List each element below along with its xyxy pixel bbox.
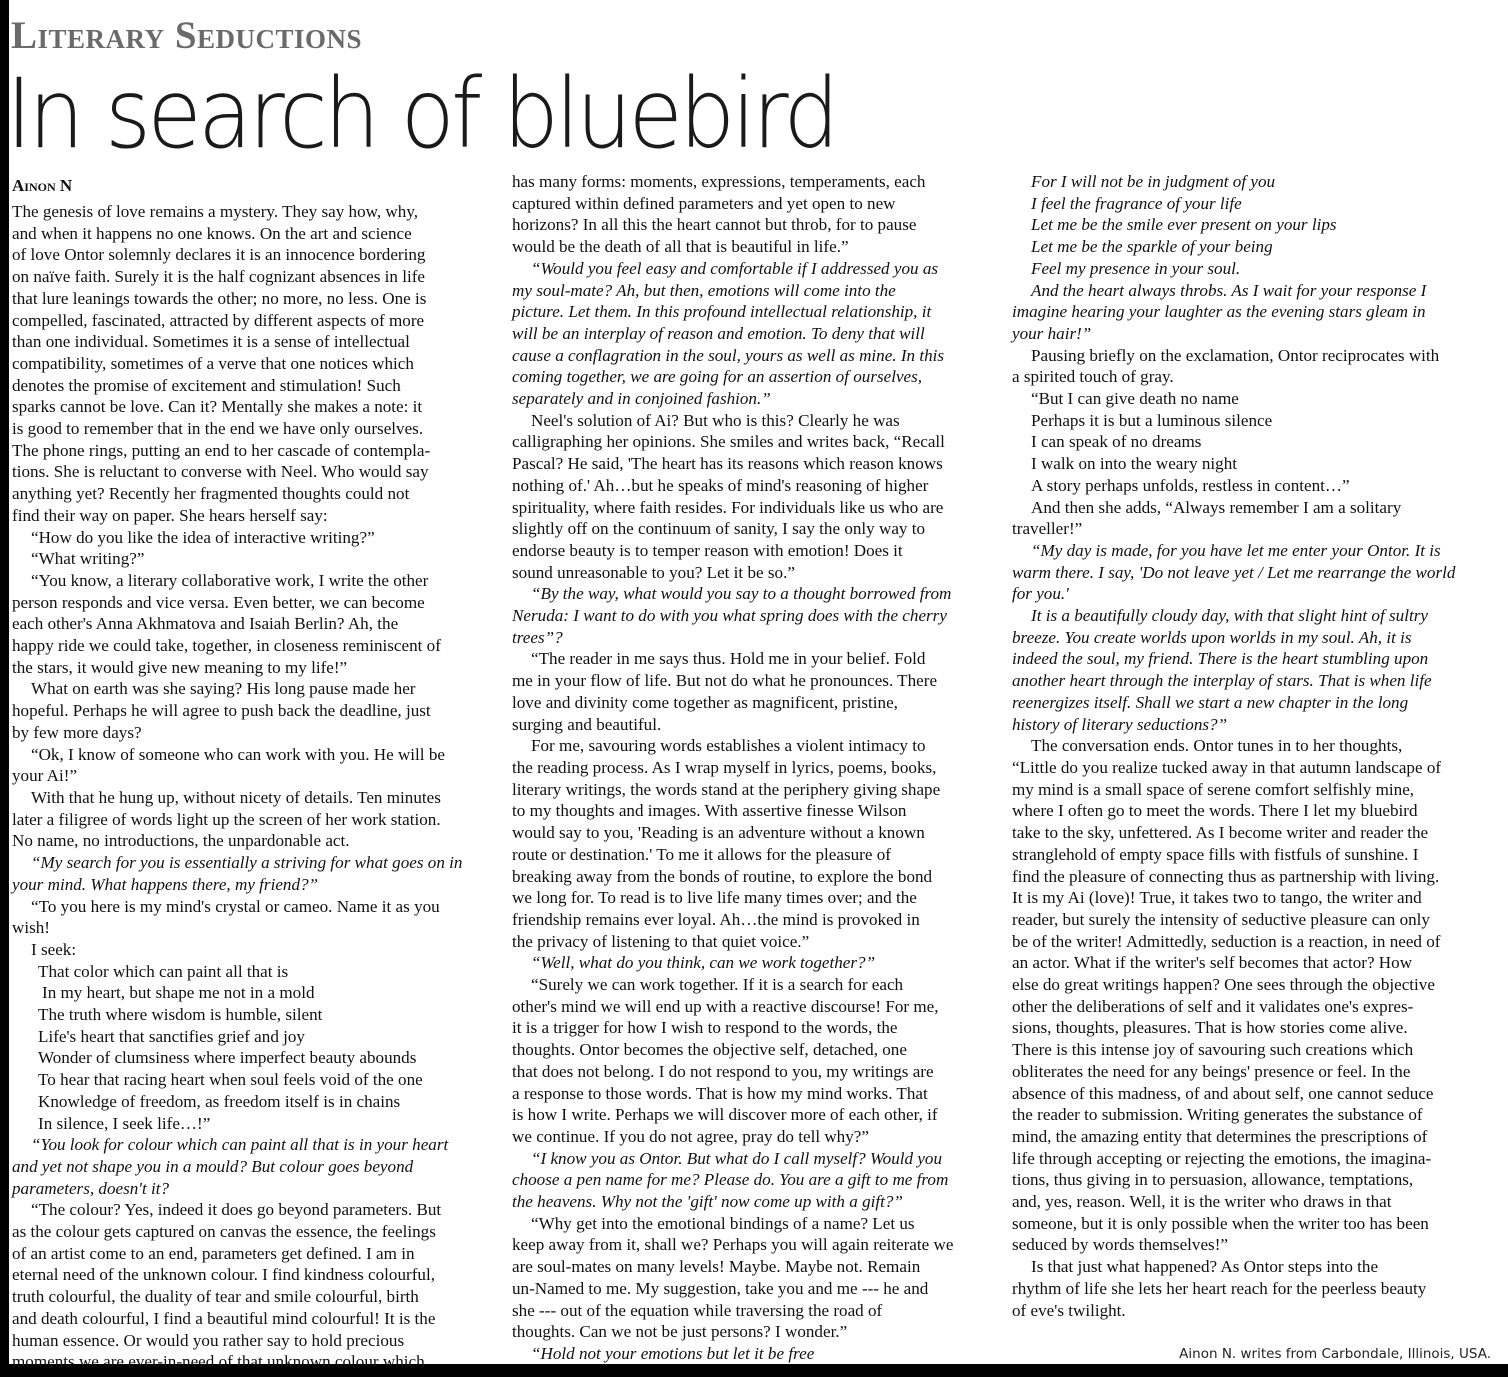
text-line: No name, no introductions, the unpardonable act. bbox=[12, 831, 350, 851]
text-line: Wonder of clumsiness where imperfect beauty abounds bbox=[38, 1048, 417, 1068]
text-line: coming together, we are going for an assertion of ourselves, bbox=[512, 367, 923, 387]
text-line: happy ride we could take, together, in closeness reminiscent of bbox=[12, 636, 441, 656]
text-line: is good to remember that in the end we have only ourselves. bbox=[12, 419, 424, 439]
text-line: Neruda: I want to do with you what spring does with the cherry bbox=[512, 606, 947, 626]
text-line: parameters, doesn't it? bbox=[12, 1178, 170, 1198]
text-line: and, yes, reason. Well, it is the writer who draws in that bbox=[1012, 1192, 1392, 1212]
text-line: absence of this madness, of and about self, one cannot seduce bbox=[1012, 1083, 1434, 1103]
text-line: compelled, fascinated, attracted by different aspects of more bbox=[12, 310, 425, 330]
text-line: surging and beautiful. bbox=[512, 714, 662, 734]
text-line: and when it happens no one knows. On the art and science bbox=[12, 223, 412, 243]
text-line: and yet not shape you in a mould? But colour goes beyond bbox=[12, 1156, 414, 1176]
text-line: indeed the soul, my friend. There is the heart stumbling upon bbox=[1012, 649, 1429, 669]
text-line: The truth where wisdom is humble, silent bbox=[38, 1005, 323, 1025]
text-line: other the deliberations of self and it validates one's expres- bbox=[1012, 996, 1414, 1016]
text-line: me in your flow of life. But not do what he pronounces. There bbox=[512, 671, 938, 691]
text-line: horizons? In all this the heart cannot but throb, for to pause bbox=[512, 215, 917, 235]
text-line: calligraphing her opinions. She smiles and writes back, “Recall bbox=[512, 432, 945, 452]
text-line: anything yet? Recently her fragmented thoughts could not bbox=[12, 484, 410, 504]
text-line: where I often go to meet the words. There I let my bluebird bbox=[1012, 801, 1418, 821]
text-line: else do great writings happen? One sees through the objective bbox=[1012, 975, 1435, 995]
text-line: to my thoughts and images. With assertive finesse Wilson bbox=[512, 801, 907, 821]
text-line: person responds and vice versa. Even better, we can become bbox=[12, 592, 425, 612]
text-line: Knowledge of freedom, as freedom itself is in chains bbox=[38, 1091, 401, 1111]
text-line: for you.' bbox=[1012, 584, 1069, 604]
text-line: truth colourful, the duality of tear and smile colourful, birth bbox=[12, 1287, 419, 1307]
text-line: a spirited touch of gray. bbox=[1012, 367, 1174, 387]
article-column-2 bbox=[512, 171, 990, 1361]
text-line: thoughts. Ontor becomes the objective self, detached, one bbox=[512, 1040, 907, 1060]
text-line: spirituality, where faith resides. For individuals like us who are bbox=[512, 497, 944, 517]
text-line: seduced by words themselves!” bbox=[1012, 1235, 1228, 1255]
text-line: find the pleasure of connecting thus as partnership with living. bbox=[1012, 866, 1440, 886]
text-line: of love Ontor solemnly declares it is an innocence bordering bbox=[12, 245, 426, 265]
text-line: And the heart always throbs. As I wait for your response I bbox=[1031, 280, 1427, 300]
text-line: find their way on paper. She hears herself say: bbox=[12, 505, 328, 525]
text-line: compatibility, sometimes of a verve that one notices which bbox=[12, 353, 414, 373]
text-line: endorse beauty is to temper reason with emotion! Does it bbox=[512, 540, 903, 560]
text-line: The genesis of love remains a mystery. They say how, why, bbox=[12, 202, 419, 221]
text-line: hopeful. Perhaps he will agree to push back the deadline, just bbox=[12, 701, 431, 721]
text-line: separately and in conjoined fashion.” bbox=[512, 389, 771, 409]
text-line: The conversation ends. Ontor tunes in to her thoughts, bbox=[1031, 736, 1403, 756]
text-line: by few more days? bbox=[12, 722, 142, 742]
text-line: has many forms: moments, expressions, temperaments, each bbox=[512, 172, 926, 191]
author-credit: Ainon N. writes from Carbondale, Illinois, USA. bbox=[1179, 1346, 1491, 1362]
text-line: reader, but surely the intensity of seductive pleasure can only bbox=[1012, 909, 1430, 929]
text-line: the stars, it would give new meaning to my life!” bbox=[12, 657, 348, 677]
text-line: than one individual. Sometimes it is a sense of intellectual bbox=[12, 332, 410, 352]
text-line: would say to you, 'Reading is an adventure without a known bbox=[512, 823, 925, 843]
text-line: cause a conflagration in the soul, yours as well as mine. In this bbox=[512, 345, 945, 365]
text-line: “Ok, I know of someone who can work with you. He will be bbox=[31, 744, 445, 764]
text-line: of an artist come to an end, parameters get defined. I am in bbox=[12, 1243, 415, 1263]
text-line: my soul-mate? Ah, but then, emotions will come into the bbox=[512, 280, 896, 300]
text-line: another heart through the interplay of stars. That is when life bbox=[1012, 671, 1432, 691]
text-line: A story perhaps unfolds, restless in content…” bbox=[1031, 475, 1350, 495]
text-line: eternal need of the unknown colour. I find kindness colourful, bbox=[12, 1265, 435, 1285]
text-line: later a filigree of words light up the screen of her work station. bbox=[12, 809, 441, 829]
byline: Ainon N bbox=[12, 176, 73, 195]
text-line: warm there. I say, 'Do not leave yet / Let me rearrange the world bbox=[1012, 562, 1456, 582]
text-line: Life's heart that sanctifies grief and joy bbox=[38, 1026, 305, 1046]
column-1-text bbox=[12, 201, 490, 1373]
text-line: be of the writer! Admittedly, seduction is a reaction, in need of bbox=[1012, 931, 1441, 951]
text-line: “The colour? Yes, indeed it does go beyond parameters. But bbox=[31, 1200, 442, 1220]
text-line: an actor. What if the writer's self becomes that actor? How bbox=[1012, 953, 1413, 973]
text-line: Is that just what happened? As Ontor steps into the bbox=[1031, 1257, 1379, 1277]
text-line: traveller!” bbox=[1012, 519, 1083, 539]
text-line: she --- out of the equation while traversing the road of bbox=[512, 1300, 883, 1320]
text-line: “Why get into the emotional bindings of a name? Let us bbox=[531, 1213, 915, 1233]
text-line: would be the death of all that is beautiful in life.” bbox=[512, 237, 849, 257]
text-line: “To you here is my mind's crystal or cameo. Name it as you bbox=[31, 896, 440, 916]
text-line: will be an interplay of reason and emotion. To deny that will bbox=[512, 323, 925, 343]
text-line: Perhaps it is but a luminous silence bbox=[1031, 410, 1273, 430]
text-line: reenergizes itself. Shall we start a new chapter in the long bbox=[1012, 692, 1409, 712]
text-line: that lure leanings towards the other; no more, no less. One is bbox=[12, 288, 427, 308]
text-line: your Ai!” bbox=[12, 766, 78, 786]
text-line: is how I write. Perhaps we will discover more of each other, if bbox=[512, 1105, 938, 1125]
text-line: the reading process. As I wrap myself in lyrics, poems, books, bbox=[512, 757, 937, 777]
newspaper-page bbox=[6, 0, 1508, 1372]
text-line: are soul-mates on many levels! Maybe. Maybe not. Remain bbox=[512, 1257, 921, 1277]
text-line: keep away from it, shall we? Perhaps you will again reiterate we bbox=[512, 1235, 954, 1255]
text-line: mind, the amazing entity that determines the prescriptions of bbox=[1012, 1126, 1428, 1146]
text-line: “What writing?” bbox=[31, 549, 145, 569]
text-line: wish! bbox=[12, 918, 50, 938]
text-line: and death colourful, I find a beautiful mind colourful! It is the bbox=[12, 1308, 436, 1328]
text-line: Feel my presence in your soul. bbox=[1031, 258, 1241, 278]
text-line: denotes the promise of excitement and stimulation! Such bbox=[12, 375, 401, 395]
text-line: I can speak of no dreams bbox=[1031, 432, 1202, 452]
text-line: “By the way, what would you say to a thought borrowed from bbox=[531, 584, 952, 604]
text-line: stranglehold of empty space fills with fistfuls of sunshine. I bbox=[1012, 844, 1419, 864]
text-line: tions. She is reluctant to converse with Neel. Who would say bbox=[12, 462, 429, 482]
text-line: For me, savouring words establishes a violent intimacy to bbox=[531, 736, 926, 756]
text-line: take to the sky, unfettered. As I become writer and reader the bbox=[1012, 823, 1429, 843]
text-line: that does not belong. I do not respond to you, my writings are bbox=[512, 1061, 934, 1081]
text-line: someone, but it is only possible when the writer too has been bbox=[1012, 1213, 1429, 1233]
text-line: Pascal? He said, 'The heart has its reasons which reason knows bbox=[512, 454, 943, 474]
text-line: “You know, a literary collaborative work, I write the other bbox=[31, 570, 429, 590]
text-line: tions, thus giving in to persuasion, allowance, temptations, bbox=[1012, 1170, 1414, 1190]
text-line: sparks cannot be love. Can it? Mentally she makes a note: it bbox=[12, 397, 423, 417]
text-line: There is this intense joy of savouring such creations which bbox=[1012, 1040, 1414, 1060]
text-line: my mind is a small space of serene comfort selfishly mine, bbox=[1012, 779, 1415, 799]
text-line: it is a trigger for how I wish to respond to the words, the bbox=[512, 1018, 898, 1038]
text-line: The phone rings, putting an end to her cascade of contempla- bbox=[12, 440, 431, 460]
text-line: picture. Let them. In this profound intellectual relationship, it bbox=[512, 302, 932, 322]
text-line: we long for. To read is to live life many times over; and the bbox=[512, 888, 917, 908]
text-line: of eve's twilight. bbox=[1012, 1300, 1126, 1320]
text-line: “My search for you is essentially a striving for what goes on in bbox=[31, 853, 463, 873]
text-line: I seek: bbox=[31, 939, 77, 959]
text-line: sions, thoughts, pleasures. That is how stories come alive. bbox=[1012, 1018, 1408, 1038]
text-line: the heavens. Why not the 'gift' now come up with a gift?” bbox=[512, 1192, 903, 1212]
text-line: “You look for colour which can paint all that is in your heart bbox=[31, 1135, 449, 1155]
text-line: In silence, I seek life…!” bbox=[38, 1113, 211, 1133]
text-line: In my heart, but shape me not in a mold bbox=[42, 983, 315, 1003]
text-line: What on earth was she saying? His long pause made her bbox=[31, 679, 416, 699]
text-line: nothing of.' Ah…but he speaks of mind's reasoning of higher bbox=[512, 475, 929, 495]
text-line: “Little do you realize tucked away in that autumn landscape of bbox=[1012, 757, 1442, 777]
text-line: love and divinity come together as magnificent, pristine, bbox=[512, 692, 898, 712]
text-line: “The reader in me says thus. Hold me in your belief. Fold bbox=[531, 649, 926, 669]
text-line: trees”? bbox=[512, 627, 563, 647]
text-line: I feel the fragrance of your life bbox=[1031, 193, 1242, 213]
text-line: as the colour gets captured on canvas the essence, the feelings bbox=[12, 1222, 436, 1242]
article-column-1 bbox=[12, 171, 490, 1372]
text-line: captured within defined parameters and yet open to new bbox=[512, 193, 896, 213]
text-line: For I will not be in judgment of you bbox=[1031, 172, 1276, 191]
text-line: route or destination.' To me it allows for the pleasure of bbox=[512, 844, 891, 864]
text-line: moments we are ever-in-need of that unknown colour which bbox=[12, 1352, 425, 1372]
text-line: choose a pen name for me? Please do. You are a gift to me from bbox=[512, 1170, 949, 1190]
text-line: Neel's solution of Ai? But who is this? Clearly he was bbox=[531, 410, 900, 430]
text-line: “My day is made, for you have let me enter your Ontor. It is bbox=[1031, 540, 1441, 560]
text-line: I walk on into the weary night bbox=[1031, 454, 1238, 474]
text-line: a response to those words. That is how my mind works. That bbox=[512, 1083, 928, 1103]
text-line: we continue. If you do not agree, pray do tell why?” bbox=[512, 1126, 869, 1146]
text-line: Let me be the sparkle of your being bbox=[1031, 237, 1273, 257]
column-3-text bbox=[1012, 171, 1492, 1321]
text-line: un-Named to me. My suggestion, take you and me --- he and bbox=[512, 1278, 929, 1298]
text-line: It is a beautifully cloudy day, with that slight hint of sultry bbox=[1031, 606, 1428, 626]
text-line: breaking away from the bonds of routine, to explore the bond bbox=[512, 866, 933, 886]
text-line: breeze. You create worlds upon worlds in my soul. Ah, it is bbox=[1012, 627, 1412, 647]
text-line: To hear that racing heart when soul feels void of the one bbox=[38, 1070, 423, 1090]
text-line: obliterates the need for any beings' presence or feel. In the bbox=[1012, 1061, 1411, 1081]
text-line: friendship remains ever loyal. Ah…the mind is provoked in bbox=[512, 909, 920, 929]
column-2-text bbox=[512, 171, 990, 1365]
text-line: That color which can paint all that is bbox=[38, 961, 289, 981]
text-line: “But I can give death no name bbox=[1031, 389, 1239, 409]
text-line: And then she adds, “Always remember I am a solitary bbox=[1031, 497, 1402, 517]
text-line: history of literary seductions?” bbox=[1012, 714, 1228, 734]
article-headline: In search of bluebird bbox=[6, 58, 836, 170]
text-line: the reader to submission. Writing generates the substance of bbox=[1012, 1105, 1423, 1125]
article-column-3 bbox=[1012, 171, 1492, 1321]
text-line: It is my Ai (love)! True, it takes two to tango, the writer and bbox=[1012, 888, 1422, 908]
text-line: “Well, what do you think, can we work together?” bbox=[531, 953, 876, 973]
section-kicker: Literary Seductions bbox=[11, 14, 363, 57]
text-line: your mind. What happens there, my friend?” bbox=[12, 874, 319, 894]
text-line: rhythm of life she lets her heart reach for the peerless beauty bbox=[1012, 1278, 1427, 1298]
text-line: “How do you like the idea of interactive writing?” bbox=[31, 527, 375, 547]
text-line: your hair!” bbox=[1012, 323, 1092, 343]
text-line: “Hold not your emotions but let it be free bbox=[531, 1343, 815, 1363]
text-line: slightly off on the continuum of sanity, I say the only way to bbox=[512, 519, 926, 539]
text-line: Let me be the smile ever present on your lips bbox=[1031, 215, 1337, 235]
text-line: “Surely we can work together. If it is a search for each bbox=[531, 975, 904, 995]
text-line: human essence. Or would you rather say to hold precious bbox=[12, 1330, 405, 1350]
text-line: each other's Anna Akhmatova and Isaiah Berlin? Ah, the bbox=[12, 614, 399, 634]
text-line: other's mind we will end up with a reactive discourse! For me, bbox=[512, 996, 939, 1016]
text-line: thoughts. Can we not be just persons? I wonder.” bbox=[512, 1322, 848, 1342]
text-line: With that he hung up, without nicety of details. Ten minutes bbox=[31, 787, 441, 807]
text-line: “I know you as Ontor. But what do I call myself? Would you bbox=[531, 1148, 943, 1168]
text-line: the privacy of listening to that quiet voice.” bbox=[512, 931, 810, 951]
text-line: Pausing briefly on the exclamation, Ontor reciprocates with bbox=[1031, 345, 1440, 365]
text-line: imagine hearing your laughter as the evening stars gleam in bbox=[1012, 302, 1426, 322]
text-line: “Would you feel easy and comfortable if I addressed you as bbox=[531, 258, 939, 278]
text-line: on naïve faith. Surely it is the half cognizant absences in life bbox=[12, 267, 425, 287]
text-line: sound unreasonable to you? Let it be so.” bbox=[512, 562, 795, 582]
text-line: life through accepting or rejecting the emotions, the imagina- bbox=[1012, 1148, 1432, 1168]
text-line: literary writings, the words stand at the periphery giving shape bbox=[512, 779, 941, 799]
